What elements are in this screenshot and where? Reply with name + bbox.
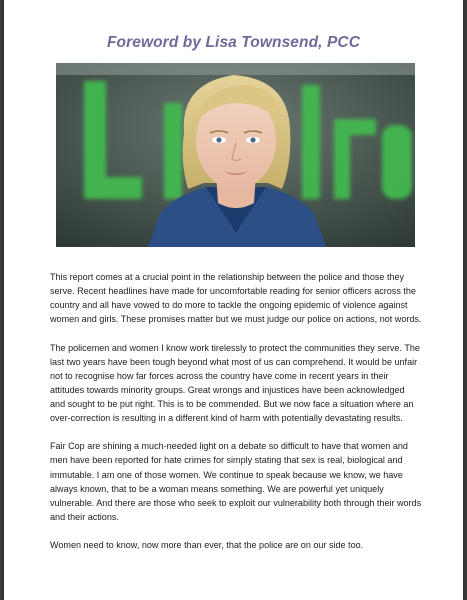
- paragraph: The policemen and women I know work tirelessly to protect the communities they serve. The last two years have been tough beyond what most of us can comprehend. It would be unfair not to recognise how far forces across the country have come in recent years in their attitudes towards minority groups. Great wrongs and injustices have been acknowledged and sought to be put right. This is to be commended. But we now face a situation where an over-correction is resulting in a different kind of harm with potentially devastating results.: [50, 342, 420, 424]
- paragraph: Fair Cop are shining a much-needed light on a debate so difficult to have that women and men have been reported for hate crimes for simply stating that sex is real, biological and immutable. I am one of those women. We continue to speak because we know, we have always known, that to be a woman means something. We are powerful yet uniquely vulnerable. And there are those who seek to exploit our vulnerability both through their words and their actions.: [50, 441, 422, 522]
- portrait-photo: [56, 63, 415, 247]
- paragraph: This report comes at a crucial point in the relationship between the police and those they serve. Recent headlines have made for uncomfortable reading for senior officers across the country and all have vowed to do more to tackle the ongoing epidemic of violence against women and girls. These promises matter but we must judge our police on actions, not words.: [50, 272, 422, 325]
- paragraph: Women need to know, now more than ever, that the police are on our side too.: [50, 540, 364, 551]
- foreword-body: [50, 270, 422, 566]
- document-page: [4, 0, 463, 600]
- page-title: Foreword by Lisa Townsend, PCC: [106, 34, 361, 51]
